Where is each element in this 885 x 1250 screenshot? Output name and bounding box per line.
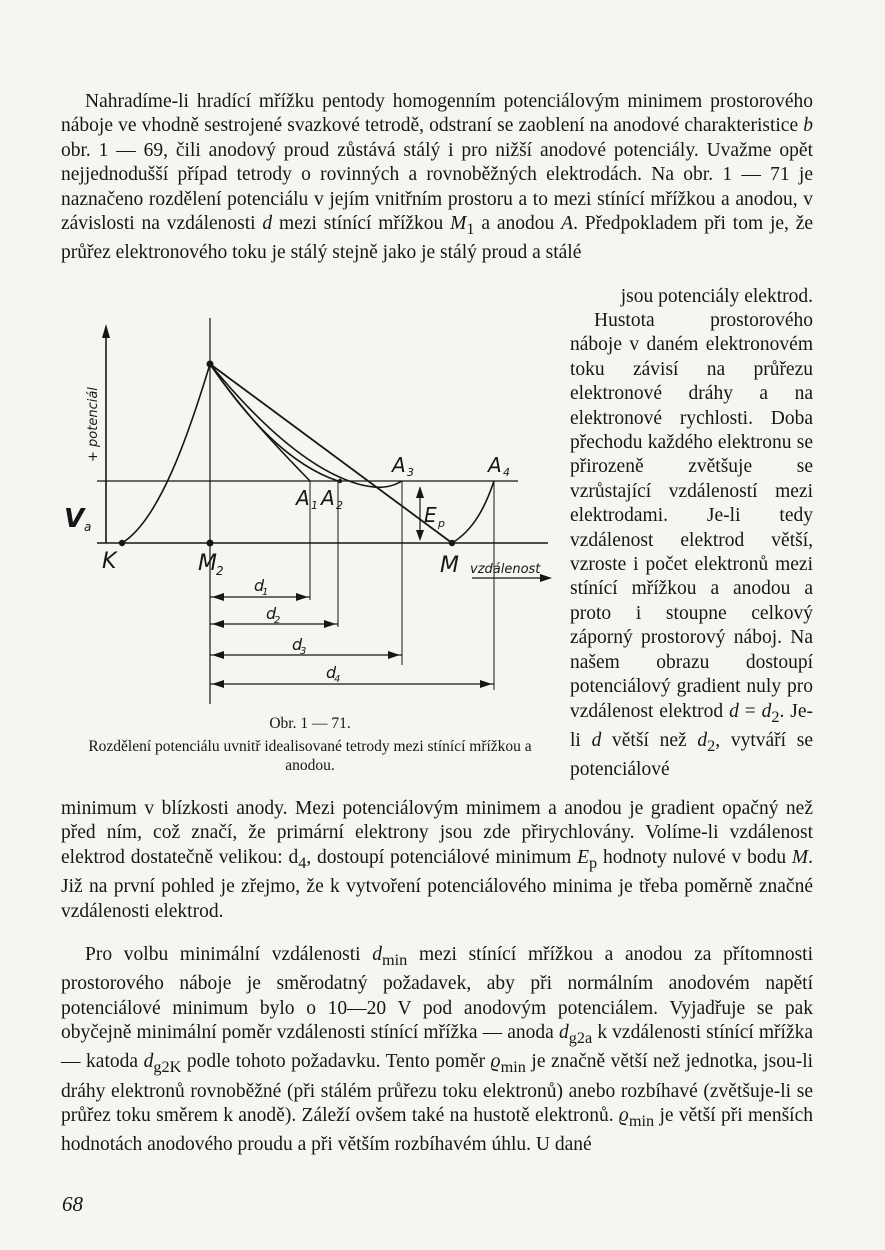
symbol-d: d <box>558 1022 569 1044</box>
text-run: Nahradíme-li hradící mřížku pentody homogenním potenciálovým minimem prostorového náboje ve vhodně sestrojené svazkové tetrodě, odstraní se zaoblení na anodové charakteristice <box>61 91 813 137</box>
text-run: je značně větší než jednotka, jsou-li dráhy elektronů rovnoběžné (při stálém průřezu toku elektronů) anebo rozbíhavé (zvětšuje-li se průřez toku směrem k anodě). Záleží ovšem také na hustotě elektronů. <box>61 1051 814 1127</box>
paragraph-3 <box>61 943 813 1158</box>
ep-subscript: p <box>438 517 445 530</box>
a2-subscript: 2 <box>336 499 343 512</box>
text-run: minimum v blízkosti anody. Mezi potenciálovým minimem a anodou je gradient opačný než před ním, což značí, že primární elektrony jsou zde přirychlovány. Volíme-li vzdálenost elektrod dostatečně velikou: d <box>61 798 813 868</box>
curve-a3 <box>210 364 402 487</box>
symbol-b: b <box>803 115 813 137</box>
va-label: V <box>64 504 85 534</box>
paragraph-2 <box>61 797 813 924</box>
text-run: větší než <box>612 729 687 751</box>
potential-distribution-figure <box>60 298 560 704</box>
d4-label: d <box>326 663 337 682</box>
curve-a4-rise <box>452 481 494 543</box>
text-run: podle tohoto požadavku. Tento poměr <box>186 1051 486 1073</box>
a3-subscript: 3 <box>407 466 414 479</box>
a2-label: A <box>321 486 335 510</box>
curve-a4 <box>210 364 452 543</box>
subscript: min <box>500 1058 526 1077</box>
x-axis-label-arrowhead <box>540 574 552 582</box>
point-m2 <box>207 540 214 547</box>
m2-subscript: 2 <box>216 564 224 578</box>
d3-subscript: 3 <box>300 646 307 657</box>
ep-arrow-top <box>416 486 424 498</box>
d2-label: d <box>266 604 277 623</box>
text-run: k vzdálenosti stínící mřížka — katoda <box>61 1022 814 1073</box>
symbol-m: M <box>791 846 809 868</box>
ep-arrow-bottom <box>416 530 424 541</box>
text-run: . Předpokladem při tom je, že průřez elektronového toku je stálý stejně jako je stálý proud a stálé <box>61 213 814 264</box>
point-a2 <box>338 479 342 483</box>
symbol-d: d <box>761 700 772 722</box>
subscript: min <box>382 950 408 969</box>
subscript: 2 <box>707 736 716 755</box>
symbol-d: d <box>372 944 383 965</box>
curve-a2 <box>210 364 338 481</box>
y-axis-label: + potenciál <box>86 387 101 462</box>
y-axis-arrow <box>102 324 110 338</box>
d1-label: d <box>254 576 265 595</box>
text-run: . Již na první pohled je zřejmo, že k vytvoření potenciálového minima je třeba poměrně značné vzdálenosti elektrod. <box>61 846 814 922</box>
d1-subscript: 1 <box>262 587 269 598</box>
text-run: hodnoty nulové v bodu <box>602 846 787 868</box>
symbol-d: d <box>591 729 602 751</box>
d2-subscript: 2 <box>274 615 281 626</box>
text-run: . Je-li <box>570 700 814 751</box>
dim-arrow <box>480 680 492 688</box>
dim-arrow <box>212 651 224 659</box>
subscript: 2 <box>771 707 780 726</box>
text-run: mezi stínící mřížkou <box>279 213 444 235</box>
dim-arrow <box>212 680 224 688</box>
dim-arrow <box>296 593 308 601</box>
paragraph-1-end: jsou potenciály elektrod. <box>620 286 813 307</box>
text-run: mezi stínící mřížkou a anodou za přítomnosti prostorového náboje je směrodatný požadavek, aby při normálním anodovém napětí potenciálové minimum bylo o 10—20 V pod anodovým potenciálem. Vyjadřuje se pak obyčejně minimální poměr vzdálenosti stínící mřížka — anoda <box>61 944 814 1044</box>
dim-arrow <box>388 651 400 659</box>
figure-caption-title: Obr. 1 — 71. <box>269 715 351 732</box>
dim-arrow <box>212 593 224 601</box>
point-m <box>449 540 455 546</box>
symbol-rho: ϱ <box>618 1105 629 1127</box>
text-run: , dostoupí potenciálové minimum <box>306 846 572 868</box>
ep-label: E <box>424 503 437 527</box>
symbol-d: d <box>729 700 739 722</box>
m2-label: M <box>198 551 217 576</box>
dim-arrow <box>212 620 224 628</box>
d3-label: d <box>292 635 303 654</box>
subscript: p <box>589 853 598 872</box>
text-run: je větší při menších hodnotách anodového proudu a při větším rozbíhavém úhlu. U dané <box>61 1105 814 1156</box>
point-peak <box>207 361 214 368</box>
d4-subscript: 4 <box>334 674 341 685</box>
symbol-d: d <box>697 729 708 751</box>
symbol-rho: ϱ <box>490 1051 501 1073</box>
subscript: 1 <box>466 219 475 238</box>
text-run: Hustota prostorového náboje v daném elektronovém toku závisí na průřezu elektronové dráhy a na elektronové rychlosti. Doba přechodu každého elektronu se přirozeně zvětšuje se vzrůstající vzdáleností mezi elektrodami. Je-li tedy vzdálenost elektrod větší, vzroste i počet elektronů mezi stínící mřížkou a anodou a proto i stoupne celkový záporný prostorový náboj. Na našem obrazu dostoupí potenciálový gradient nuly pro vzdálenost elektrod <box>570 310 813 722</box>
page-number: 68 <box>62 1192 83 1216</box>
symbol-d: d <box>143 1051 154 1073</box>
point-k <box>119 540 125 546</box>
a1-label: A <box>296 486 310 510</box>
symbol-e: E <box>577 846 590 868</box>
figure-caption-text: Rozdělení potenciálu uvnitř idealisované tetrody mezi stínící mřížkou a anodou. <box>88 738 532 774</box>
subscript: min <box>628 1112 655 1130</box>
a3-label: A <box>392 453 406 477</box>
a1-subscript: 1 <box>311 499 318 512</box>
symbol-m: M <box>450 213 467 235</box>
va-subscript: a <box>84 520 92 534</box>
cathode-curve <box>122 364 210 543</box>
text-run: , vytváří se potenciálové <box>570 729 814 781</box>
subscript: g2a <box>568 1029 593 1047</box>
text-run: a anodou <box>481 213 555 235</box>
text-run: obr. 1 — 69, čili anodový proud zůstává stálý i pro nižší anodové potenciály. Uvažme opět nejjednodušší případ tetrody o rovinných a rovnoběžných elektrodách. Na obr. 1 — 71 je naznačeno rozdělení potenciálu v jejím vnitřním prostoru a to mezi stínící mřížkou a anodou, v závislosti na vzdálenosti <box>61 139 813 235</box>
text-run: Pro volbu minimální vzdálenosti <box>85 944 361 965</box>
m-label: M <box>440 553 459 578</box>
a4-subscript: 4 <box>503 466 510 479</box>
side-paragraph <box>570 309 813 783</box>
symbol-a: A <box>561 213 574 235</box>
subscript: 4 <box>298 853 307 872</box>
text-run: = <box>738 700 762 722</box>
symbol-d: d <box>262 213 273 235</box>
subscript: g2K <box>153 1058 182 1077</box>
a4-label: A <box>488 453 502 477</box>
k-label: K <box>102 549 117 574</box>
paragraph-1 <box>61 90 813 266</box>
x-axis-label: vzdálenost <box>470 562 541 577</box>
dim-arrow <box>324 620 336 628</box>
